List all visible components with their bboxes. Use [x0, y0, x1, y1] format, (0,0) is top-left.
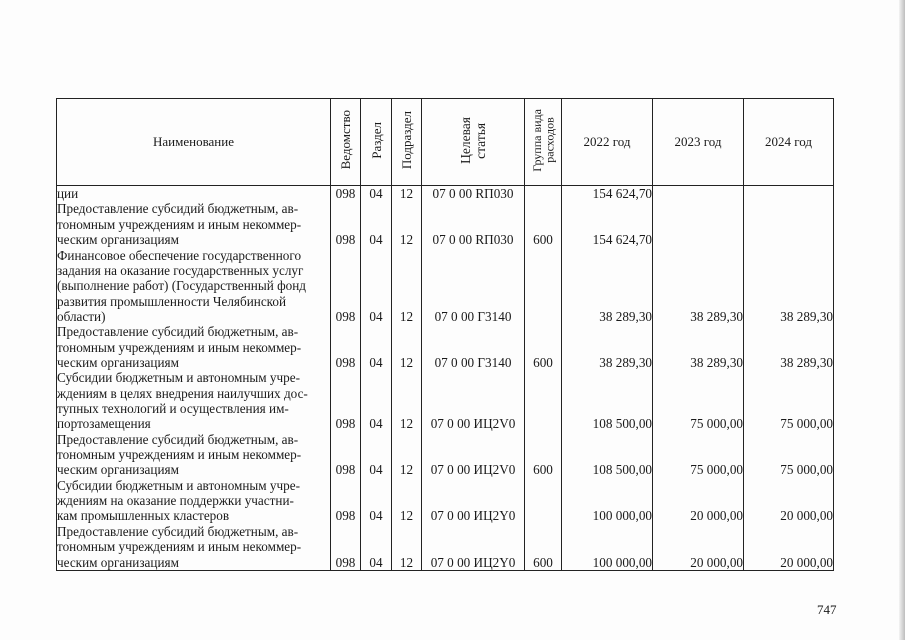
- row-amount-2024: 20 000,00: [744, 523, 834, 570]
- table-row: [57, 186, 834, 202]
- table-row: [57, 370, 834, 431]
- row-name: Предоставление субсидий бюджетным, ав- тономным учреждениям и иным некоммер- ческим организациям: [57, 431, 331, 477]
- row-podrazdel: 12: [392, 247, 422, 324]
- row-name: Предоставление субсидий бюджетным, ав- тономным учреждениям и иным некоммер- ческим организациям: [57, 201, 331, 247]
- row-vedomstvo: 098: [331, 477, 361, 523]
- header-year-2023: 2023 год: [653, 99, 744, 186]
- budget-table: [56, 98, 834, 571]
- row-tselevaya-statya: 07 0 00 Г3140: [422, 324, 525, 370]
- header-name: Наименование: [57, 99, 331, 186]
- row-tselevaya-statya: 07 0 00 ИЦ2V0: [422, 370, 525, 431]
- row-amount-2024: [744, 201, 834, 247]
- row-vedomstvo: 098: [331, 247, 361, 324]
- row-name: Предоставление субсидий бюджетным, ав- тономным учреждениям и иным некоммер- ческим организациям: [57, 523, 331, 570]
- row-amount-2023: 75 000,00: [653, 431, 744, 477]
- row-gruppa: 600: [525, 523, 562, 570]
- row-tselevaya-statya: 07 0 00 ИЦ2Y0: [422, 477, 525, 523]
- row-razdel: 04: [361, 370, 392, 431]
- row-vedomstvo: 098: [331, 523, 361, 570]
- row-amount-2022: 38 289,30: [562, 247, 653, 324]
- row-razdel: 04: [361, 201, 392, 247]
- row-tselevaya-statya: 07 0 00 Г3140: [422, 247, 525, 324]
- row-podrazdel: 12: [392, 431, 422, 477]
- row-tselevaya-statya: 07 0 00 ИЦ2V0: [422, 431, 525, 477]
- row-amount-2023: [653, 186, 744, 202]
- row-gruppa: [525, 247, 562, 324]
- row-amount-2024: 75 000,00: [744, 431, 834, 477]
- row-amount-2022: 108 500,00: [562, 431, 653, 477]
- header-podrazdel: Подраздел: [392, 99, 422, 186]
- row-podrazdel: 12: [392, 186, 422, 202]
- page-number: 747: [817, 602, 837, 617]
- table-row: [57, 477, 834, 523]
- table-row: [57, 247, 834, 324]
- row-razdel: 04: [361, 247, 392, 324]
- row-razdel: 04: [361, 324, 392, 370]
- row-amount-2023: 38 289,30: [653, 324, 744, 370]
- header-year-2024: 2024 год: [744, 99, 834, 186]
- row-amount-2022: 108 500,00: [562, 370, 653, 431]
- row-podrazdel: 12: [392, 370, 422, 431]
- row-vedomstvo: 098: [331, 431, 361, 477]
- header-year-2022: 2022 год: [562, 99, 653, 186]
- row-gruppa: 600: [525, 324, 562, 370]
- table-row: [57, 431, 834, 477]
- row-tselevaya-statya: 07 0 00 RП030: [422, 186, 525, 202]
- header-gruppa-vida-rashodov: Группа вида расходов: [525, 99, 562, 186]
- row-tselevaya-statya: 07 0 00 RП030: [422, 201, 525, 247]
- row-amount-2022: 154 624,70: [562, 186, 653, 202]
- row-name: ции: [57, 186, 331, 202]
- row-amount-2022: 100 000,00: [562, 523, 653, 570]
- row-amount-2024: 75 000,00: [744, 370, 834, 431]
- row-amount-2023: 38 289,30: [653, 247, 744, 324]
- row-amount-2022: 154 624,70: [562, 201, 653, 247]
- row-razdel: 04: [361, 477, 392, 523]
- row-podrazdel: 12: [392, 324, 422, 370]
- row-gruppa: 600: [525, 431, 562, 477]
- row-tselevaya-statya: 07 0 00 ИЦ2Y0: [422, 523, 525, 570]
- row-gruppa: [525, 477, 562, 523]
- row-razdel: 04: [361, 186, 392, 202]
- row-amount-2022: 100 000,00: [562, 477, 653, 523]
- row-gruppa: [525, 370, 562, 431]
- row-vedomstvo: 098: [331, 324, 361, 370]
- row-amount-2023: 20 000,00: [653, 523, 744, 570]
- row-podrazdel: 12: [392, 477, 422, 523]
- row-name: Субсидии бюджетным и автономным учре- ждениям в целях внедрения наилучших дос- тупных технологий и осуществления им- портозамещения: [57, 370, 331, 431]
- row-name: Субсидии бюджетным и автономным учре- ждениям на оказание поддержки участни- кам промышленных кластеров: [57, 477, 331, 523]
- row-podrazdel: 12: [392, 523, 422, 570]
- row-gruppa: 600: [525, 201, 562, 247]
- row-amount-2023: 75 000,00: [653, 370, 744, 431]
- row-vedomstvo: 098: [331, 201, 361, 247]
- table-header-row: [57, 99, 834, 186]
- table-row: [57, 201, 834, 247]
- row-podrazdel: 12: [392, 201, 422, 247]
- row-razdel: 04: [361, 523, 392, 570]
- row-vedomstvo: 098: [331, 370, 361, 431]
- row-amount-2024: 38 289,30: [744, 324, 834, 370]
- row-name: Предоставление субсидий бюджетным, ав- тономным учреждениям и иным некоммер- ческим организациям: [57, 324, 331, 370]
- row-gruppa: [525, 186, 562, 202]
- row-amount-2024: [744, 186, 834, 202]
- scan-edge-shadow: [899, 0, 905, 640]
- table-row: [57, 324, 834, 370]
- header-vedomstvo: Ведомство: [331, 99, 361, 186]
- header-tselevaya-statya: Целевая статья: [422, 99, 525, 186]
- row-name: Финансовое обеспечение государственного задания на оказание государственных услуг (выполнение работ) (Государственный фонд развития промышленности Челябинской области): [57, 247, 331, 324]
- row-razdel: 04: [361, 431, 392, 477]
- row-amount-2022: 38 289,30: [562, 324, 653, 370]
- row-amount-2023: 20 000,00: [653, 477, 744, 523]
- row-amount-2023: [653, 201, 744, 247]
- row-vedomstvo: 098: [331, 186, 361, 202]
- header-razdel: Раздел: [361, 99, 392, 186]
- row-amount-2024: 38 289,30: [744, 247, 834, 324]
- row-amount-2024: 20 000,00: [744, 477, 834, 523]
- table-row: [57, 523, 834, 570]
